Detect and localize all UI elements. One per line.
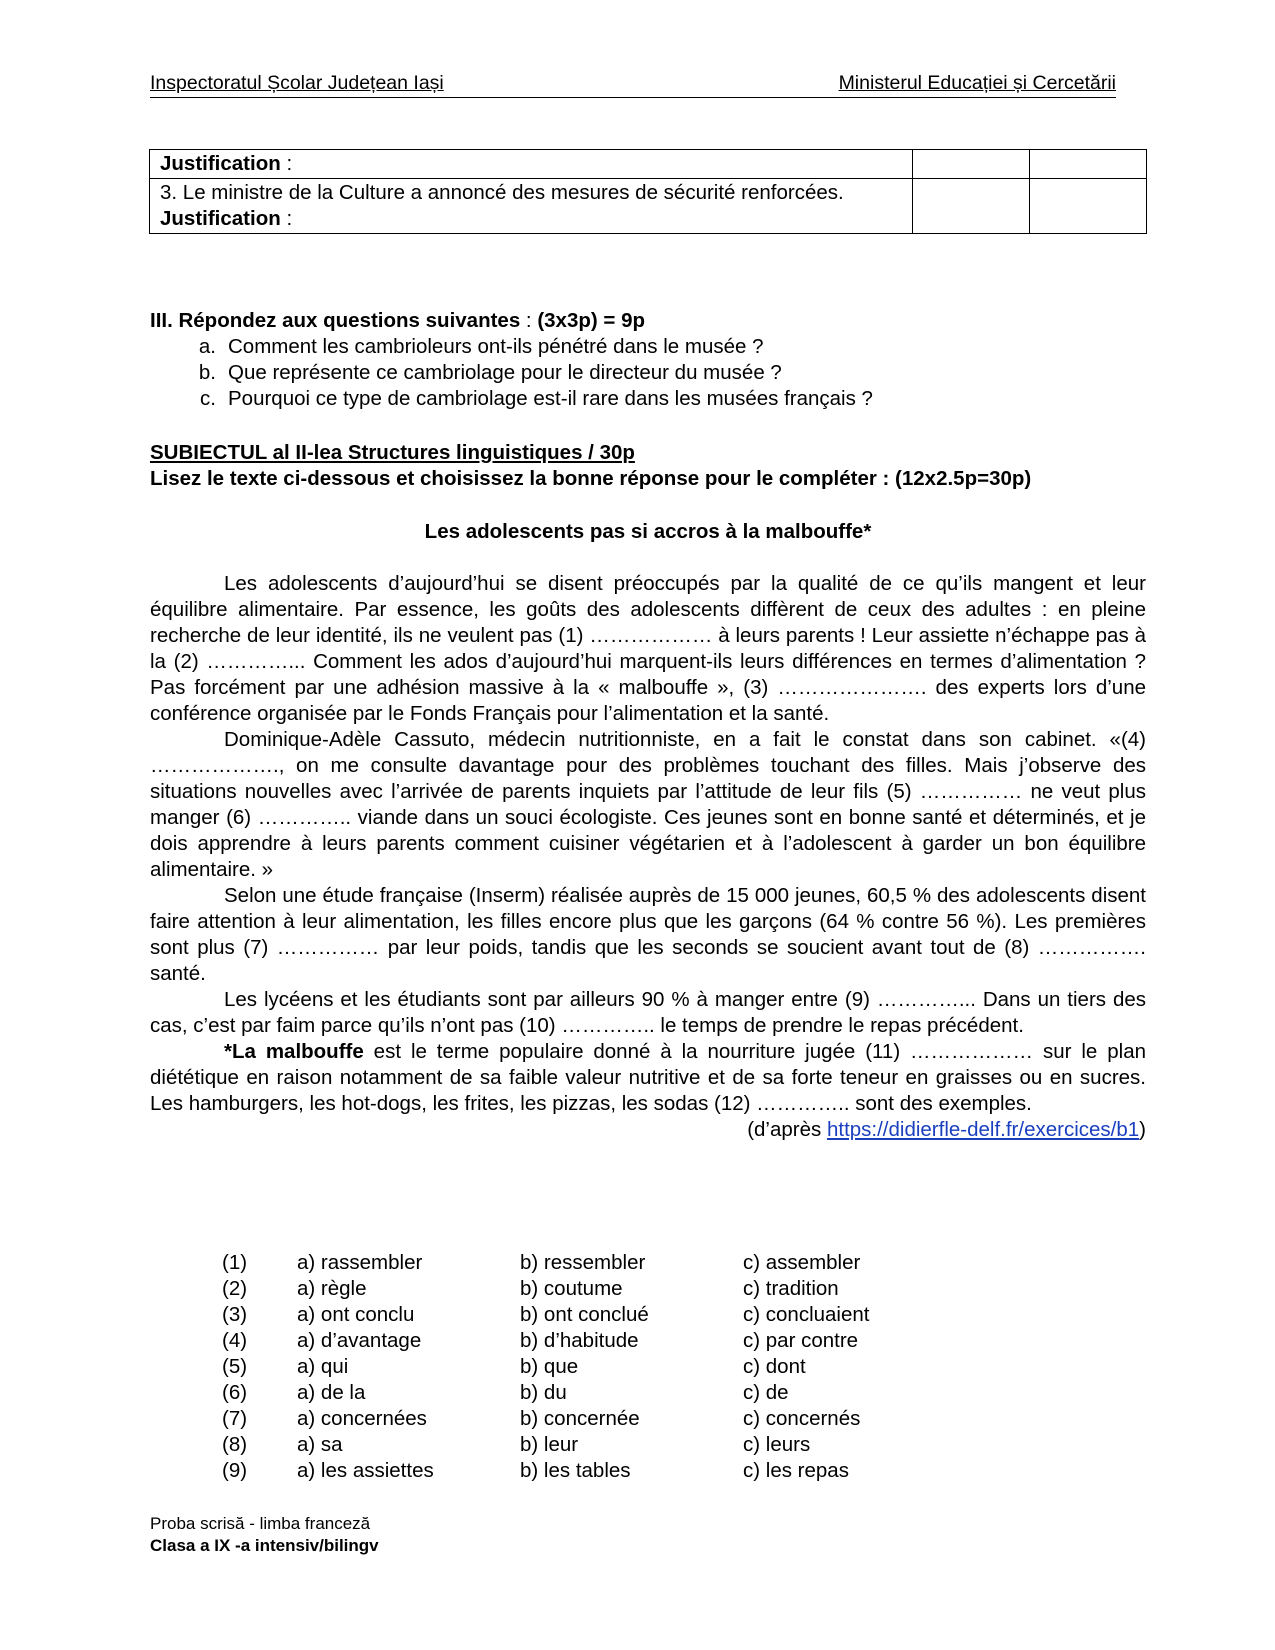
choice-row: (8) a) sa b) leur c) leurs xyxy=(222,1433,811,1456)
justification-colon: : xyxy=(280,207,293,230)
subject-2-heading: SUBIECTUL al II-lea Structures linguistiques / 30p xyxy=(150,441,635,464)
article-paragraph: Les adolescents d’aujourd’hui se disent préoccupés par la qualité de ce qu’ils mangent et leur équilibre alimentaire. Par essence, les goûts des adolescents diffèrent de ceux des adultes : en pleine recherche de leur identité, ils ne veulent pas (1) ……………… à leurs parents ! Leur assiette n’échappe pas à la (2) …………... Comment les ados d’aujourd’hui marquent-ils leurs différences en termes d’alimentation ? Pas forcément par une adhésion massive à la « malbouffe », (3) …………………. des experts lors d’une conférence organisée par le Fonds Français pour l’alimentation et la santé. xyxy=(150,572,1146,725)
footer-exam-name: Proba scrisă - limba franceză xyxy=(150,1514,371,1533)
choice-row: (2) a) règle b) coutume c) tradition xyxy=(222,1277,839,1300)
source-link[interactable]: https://didierfle-delf.fr/exercices/b1 xyxy=(826,1118,1140,1141)
subject-2-instruction: Lisez le texte ci-dessous et choisissez la bonne réponse pour le compléter : (12x2.5p=30p) xyxy=(150,467,1032,490)
list-item: c. Pourquoi ce type de cambriolage est-il rare dans les musées français ? xyxy=(200,387,873,410)
list-item: b. Que représente ce cambriolage pour le directeur du musée ? xyxy=(198,361,782,384)
choice-row: (9) a) les assiettes b) les tables c) les repas xyxy=(222,1459,849,1482)
choice-row: (3) a) ont conclu b) ont conclué c) concluaient xyxy=(222,1303,870,1326)
answer-cell-true xyxy=(912,179,1029,234)
choice-row: (7) a) concernées b) concernée c) concernés xyxy=(222,1407,861,1430)
question-list xyxy=(150,334,1110,412)
statement-cell xyxy=(150,179,913,234)
page-header xyxy=(150,72,1116,98)
article-paragraph: Selon une étude française (Inserm) réalisée auprès de 15 000 jeunes, 60,5 % des adolescents disent faire attention à leur alimentation, les filles encore plus que les garçons (64 % contre 56 %). Les premières sont plus (7) …………… par leur poids, tandis que les seconds se soucient avant tout de (8) ……………. santé. xyxy=(150,884,1146,985)
source-line: (d’après https://didierfle-delf.fr/exercices/b1) xyxy=(747,1118,1146,1141)
malbouffe-note: *La malbouffe est le terme populaire donné à la nourriture jugée (11) ……………… sur le plan diététique en raison notamment de sa faible valeur nutritive et de sa forte teneur en graisses ou en sucres. Les hamburgers, les hot-dogs, les frites, les pizzas, les sodas (12) ………….. sont des exemples. xyxy=(150,1040,1146,1115)
header-ministry: Ministerul Educației și Cercetării xyxy=(838,72,1116,94)
choice-row: (4) a) d’avantage b) d’habitude c) par contre xyxy=(222,1329,859,1352)
article-title: Les adolescents pas si accros à la malbouffe* xyxy=(424,520,872,543)
justification-table xyxy=(149,149,1147,234)
statement-3: 3. Le ministre de la Culture a annoncé des mesures de sécurité renforcées. xyxy=(160,181,844,204)
justification-cell xyxy=(150,150,913,179)
answer-cell-false xyxy=(1029,179,1146,234)
answer-cell-true xyxy=(912,150,1029,179)
choice-row: (1) a) rassembler b) ressembler c) assembler xyxy=(222,1251,861,1274)
article-paragraph: Les lycéens et les étudiants sont par ailleurs 90 % à manger entre (9) …………... Dans un tiers des cas, c’est par faim parce qu’ils n’ont pas (10) ………….. le temps de prendre le repas précédent. xyxy=(150,988,1146,1037)
justification-label: Justification xyxy=(160,207,281,230)
table-row xyxy=(150,179,1147,234)
choice-row: (6) a) de la b) du c) de xyxy=(222,1381,789,1404)
section-3 xyxy=(150,308,1110,412)
section-3-heading: III. Répondez aux questions suivantes : (3x3p) = 9p xyxy=(150,309,645,332)
answer-choices xyxy=(222,1250,869,1484)
justification-colon: : xyxy=(280,152,293,175)
justification-label: Justification xyxy=(160,152,281,175)
article-body xyxy=(150,571,1146,1143)
list-item: a. Comment les cambrioleurs ont-ils pénétré dans le musée ? xyxy=(198,335,764,358)
footer-class: Clasa a IX -a intensiv/bilingv xyxy=(150,1536,379,1555)
header-inspectorate: Inspectoratul Școlar Județean Iași xyxy=(150,72,444,94)
table-row xyxy=(150,150,1147,179)
answer-cell-false xyxy=(1029,150,1146,179)
article-paragraph: Dominique-Adèle Cassuto, médecin nutritionniste, en a fait le constat dans son cabinet. «(4) ………………., on me consulte davantage pour des problèmes touchant des filles. Mais j’observe des situations nouvelles avec l’arrivée de parents inquiets par l’attitude de leur fils (5) …………… ne veut plus manger (6) ………….. viande dans un souci écologiste. Ces jeunes sont en bonne santé et déterminés, et je dois apprendre à leurs parents comment cuisiner végétarien et à l’adolescent à garder un bon équilibre alimentaire. » xyxy=(150,728,1146,881)
subject-2 xyxy=(150,440,1150,492)
page-footer xyxy=(150,1513,379,1557)
choice-row: (5) a) qui b) que c) dont xyxy=(222,1355,806,1378)
